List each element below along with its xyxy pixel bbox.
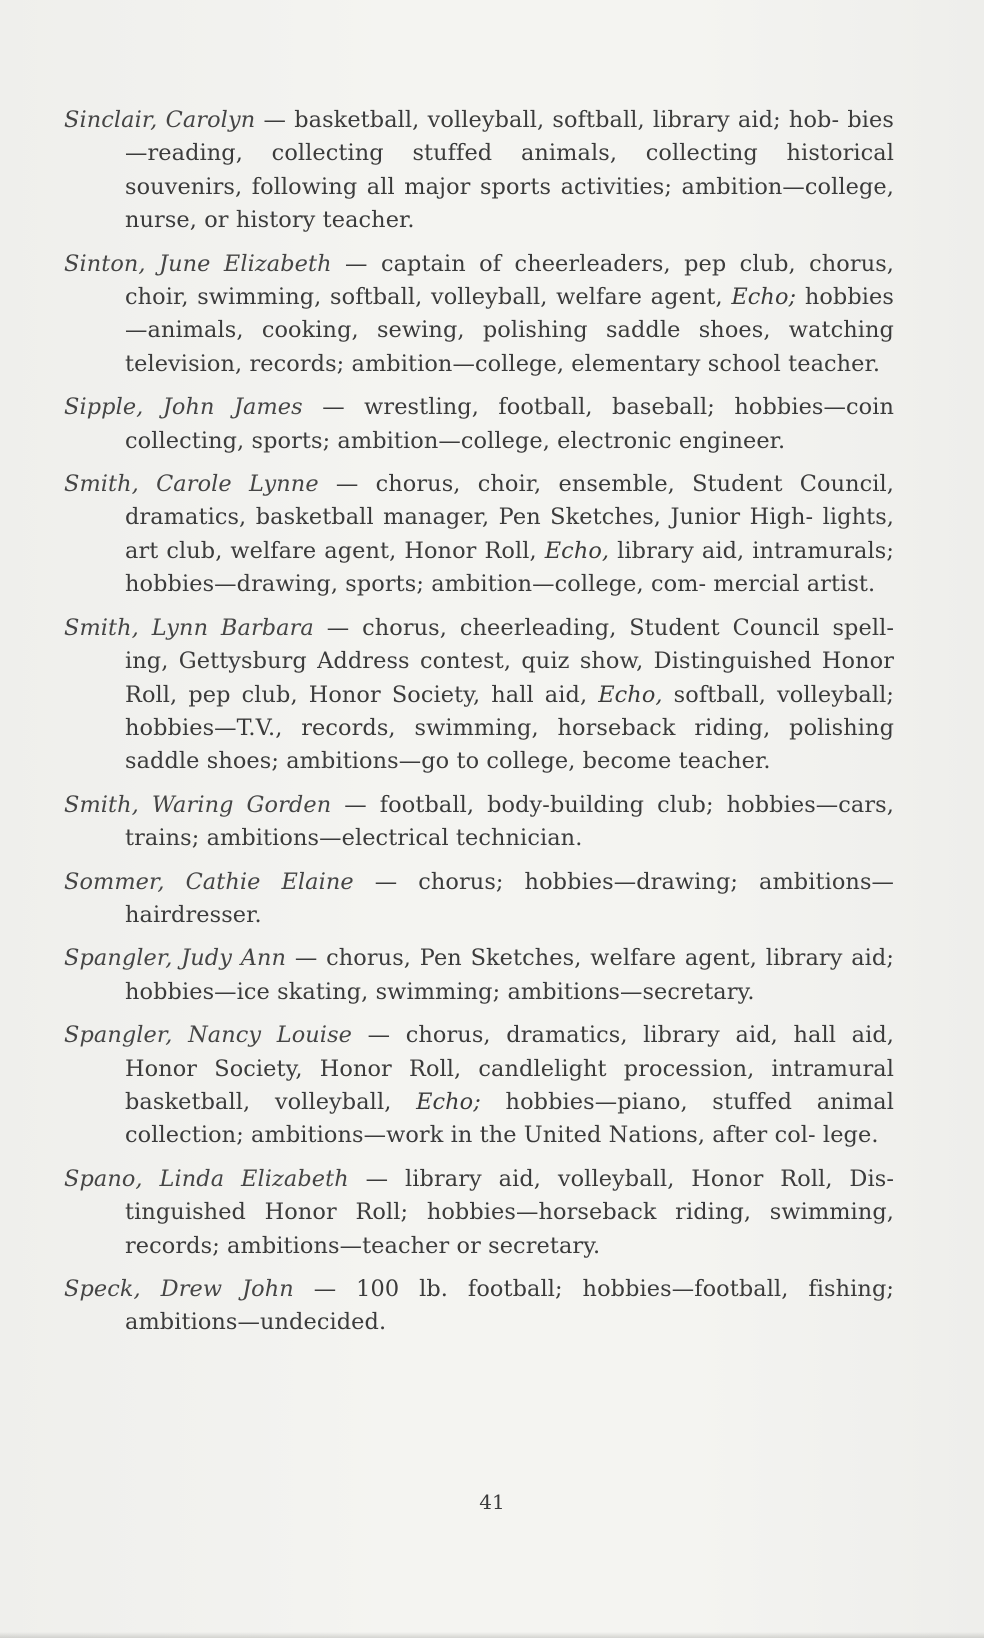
entry-spangler-judy-ann: Spangler, Judy Ann — chorus, Pen Sketches, welfare agent, library aid; hobbies—ice skating, swimming; ambitions—secretary. bbox=[64, 945, 895, 1005]
entry-name: Sipple, John James bbox=[64, 394, 303, 421]
entry-text: hobbies—piano, stuffed animal collection; ambitions—work in the United Nations, after col- lege. bbox=[125, 1088, 894, 1149]
entry-spangler-nancy-louise: Spangler, Nancy Louise — chorus, dramatics, library aid, hall aid, Honor Society, Honor Roll, candlelight procession, intramural basketball, volleyball, Echo; hobbies—piano, stuffed animal collection; ambitions—work in the United Nations, after col- lege. bbox=[64, 1022, 894, 1149]
entry-text: chorus, dramatics, library aid, hall aid, Honor Society, Honor Roll, candlelight procession, intramural basketball, volleyball, bbox=[125, 1022, 894, 1115]
entry-name: Sinton, June Elizabeth bbox=[64, 250, 332, 277]
entry-text: chorus; hobbies—drawing; ambitions—hairdresser. bbox=[125, 868, 895, 928]
entry-name: Sommer, Cathie Elaine bbox=[64, 868, 354, 895]
entry-smith-waring-gorden: Smith, Waring Gorden — football, body-building club; hobbies—cars, trains; ambitions—electrical technician. bbox=[64, 791, 894, 852]
entry-text: captain of cheerleaders, pep club, chorus, choir, swimming, softball, volleyball, welfare agent, bbox=[125, 250, 895, 311]
entry-name: Smith, Carole Lynne bbox=[64, 471, 319, 498]
entry-echo-italic: Echo, bbox=[598, 681, 663, 708]
entry-text: basketball, volleyball, softball, library aid; hob- bies—reading, collecting stuffed animals, collecting historical souvenirs, following all major sports activities; ambition—college, nurse, or history teacher. bbox=[125, 107, 894, 234]
entry-text: hobbies—animals, cooking, sewing, polishing saddle shoes, watching television, records; ambition—college, elementary school teacher. bbox=[125, 284, 894, 377]
entry-echo-italic: Echo; bbox=[416, 1088, 481, 1115]
entry-text: wrestling, football, baseball; hobbies—coin collecting, sports; ambition—college, electronic engineer. bbox=[125, 394, 895, 454]
entry-smith-carole-lynne: Smith, Carole Lynne — chorus, choir, ensemble, Student Council, dramatics, basketball manager, Pen Sketches, Junior High- lights, art club, welfare agent, Honor Roll, Echo, library aid, intramurals; hobbies—drawing, sports; ambition—college, com- mercial artist. bbox=[64, 471, 895, 598]
entry-name: Smith, Waring Gorden bbox=[64, 791, 332, 818]
entry-speck-drew-john: Speck, Drew John — 100 lb. football; hobbies—football, fishing; ambitions—undecided. bbox=[64, 1276, 895, 1336]
student-entries-list bbox=[64, 104, 894, 1350]
entry-echo-italic: Echo, bbox=[544, 537, 610, 564]
entry-text: chorus, cheerleading, Student Council spell- ing, Gettysburg Address contest, quiz show, Distinguished Honor Roll, pep club, Honor Society, hall aid, bbox=[125, 614, 895, 708]
page-bottom-edge bbox=[0, 1632, 984, 1638]
entry-text: football, body-building club; hobbies—cars, trains; ambitions—electrical technician. bbox=[125, 791, 894, 852]
entry-text: chorus, choir, ensemble, Student Council, dramatics, basketball manager, Pen Sketches, Junior High- lights, art club, welfare agent, Honor Roll, bbox=[125, 471, 895, 564]
entry-name: Spangler, Nancy Louise bbox=[64, 1022, 353, 1049]
entry-text: library aid, volleyball, Honor Roll, Dis- tinguished Honor Roll; hobbies—horseback riding, swimming, records; ambitions—teacher or secretary. bbox=[125, 1165, 894, 1259]
entry-sommer-cathie-elaine: Sommer, Cathie Elaine — chorus; hobbies—drawing; ambitions—hairdresser. bbox=[64, 868, 895, 928]
page-number: 41 bbox=[479, 1490, 505, 1514]
entry-name: Speck, Drew John bbox=[64, 1276, 294, 1302]
entry-sipple-john-james: Sipple, John James — wrestling, football, baseball; hobbies—coin collecting, sports; ambition—college, electronic engineer. bbox=[64, 394, 895, 454]
entry-sinton-june-elizabeth: Sinton, June Elizabeth — captain of cheerleaders, pep club, chorus, choir, swimming, softball, volleyball, welfare agent, Echo; hobbies—animals, cooking, sewing, polishing saddle shoes, watching television, records; ambition—college, elementary school teacher. bbox=[64, 250, 895, 377]
entry-text: softball, volleyball; hobbies—T.V., records, swimming, horseback riding, polishing saddle shoes; ambitions—go to college, become teacher. bbox=[125, 681, 894, 775]
entry-echo-italic: Echo; bbox=[731, 284, 797, 311]
entry-text: 100 lb. football; hobbies—football, fishing; ambitions—undecided. bbox=[125, 1276, 895, 1336]
entry-text: chorus, Pen Sketches, welfare agent, library aid; hobbies—ice skating, swimming; ambitions—secretary. bbox=[125, 945, 895, 1005]
entry-spano-linda-elizabeth: Spano, Linda Elizabeth — library aid, volleyball, Honor Roll, Dis- tinguished Honor Roll; hobbies—horseback riding, swimming, records; ambitions—teacher or secretary. bbox=[64, 1165, 894, 1259]
entry-name: Spangler, Judy Ann bbox=[64, 945, 287, 972]
entry-smith-lynn-barbara: Smith, Lynn Barbara — chorus, cheerleading, Student Council spell- ing, Gettysburg Address contest, quiz show, Distinguished Honor Roll, pep club, Honor Society, hall aid, Echo, softball, volleyball; hobbies—T.V., records, swimming, horseback riding, polishing saddle shoes; ambitions—go to college, become teacher. bbox=[64, 614, 895, 775]
entry-name: Smith, Lynn Barbara bbox=[64, 614, 314, 641]
entry-sinclair-carolyn: Sinclair, Carolyn — basketball, volleyball, softball, library aid; hob- bies—reading, collecting stuffed animals, collecting historical souvenirs, following all major sports activities; ambition—college, nurse, or history teacher. bbox=[64, 107, 894, 234]
entry-name: Spano, Linda Elizabeth bbox=[64, 1165, 349, 1192]
entry-text: library aid, intramurals; hobbies—drawing, sports; ambition—college, com- mercial artist. bbox=[125, 537, 894, 598]
entry-name: Sinclair, Carolyn bbox=[64, 107, 256, 133]
